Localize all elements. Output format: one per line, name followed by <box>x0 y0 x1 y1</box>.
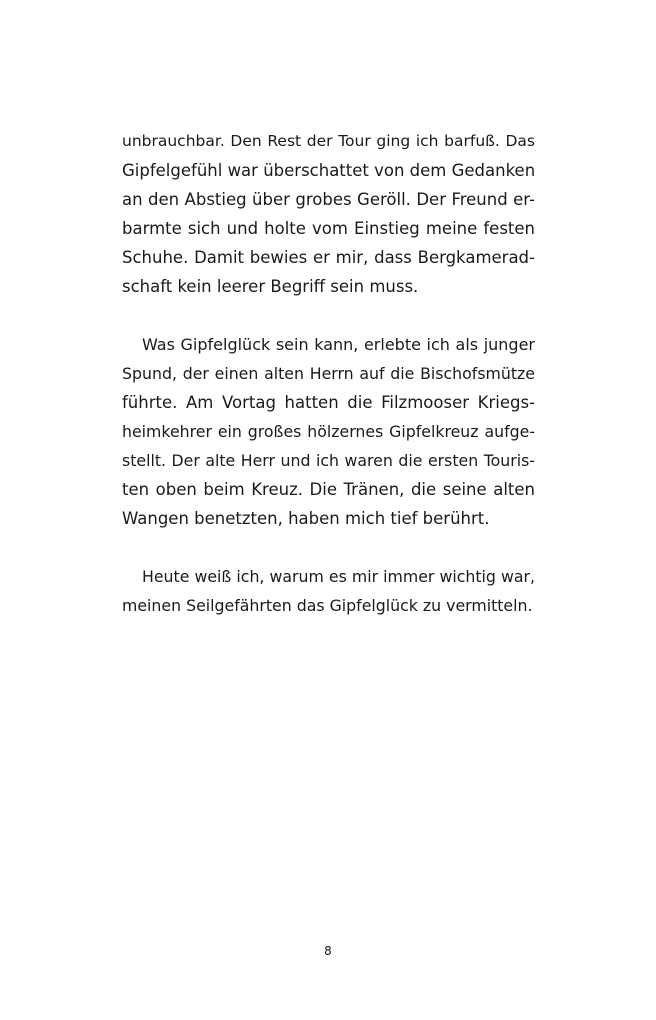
text-line: heimkehrer ein großes hölzernes Gipfelkreuz aufge- <box>122 422 535 441</box>
text-line: an den Abstieg über grobes Geröll. Der Freund er- <box>122 190 535 209</box>
text-line: Gipfelgefühl war überschattet von dem Gedanken <box>122 161 536 180</box>
page-number: 8 <box>324 944 332 958</box>
text-line: barmte sich und holte vom Einstieg meine festen <box>122 219 535 238</box>
text-line: Was Gipfelglück sein kann, erlebte ich als junger <box>142 335 535 354</box>
text-line: ten oben beim Kreuz. Die Tränen, die seine alten <box>122 480 535 499</box>
text-line: unbrauchbar. Den Rest der Tour ging ich barfuß. Das <box>122 132 535 150</box>
paragraph-1 <box>122 127 535 301</box>
text-line: Heute weiß ich, warum es mir immer wichtig war, <box>142 567 535 586</box>
text-line: führte. Am Vortag hatten die Filzmooser Kriegs- <box>122 393 535 412</box>
paragraph-3 <box>122 562 535 620</box>
text-line: meinen Seilgefährten das Gipfelglück zu vermitteln. <box>122 596 533 615</box>
text-line: Wangen benetzten, haben mich tief berührt. <box>122 509 490 528</box>
text-line: Schuhe. Damit bewies er mir, dass Bergkamerad- <box>122 248 535 267</box>
text-line: schaft kein leerer Begriff sein muss. <box>122 277 419 296</box>
text-line: Spund, der einen alten Herrn auf die Bischofsmütze <box>122 364 535 383</box>
text-line: stellt. Der alte Herr und ich waren die ersten Touris- <box>122 451 535 470</box>
paragraph-2 <box>122 330 535 533</box>
